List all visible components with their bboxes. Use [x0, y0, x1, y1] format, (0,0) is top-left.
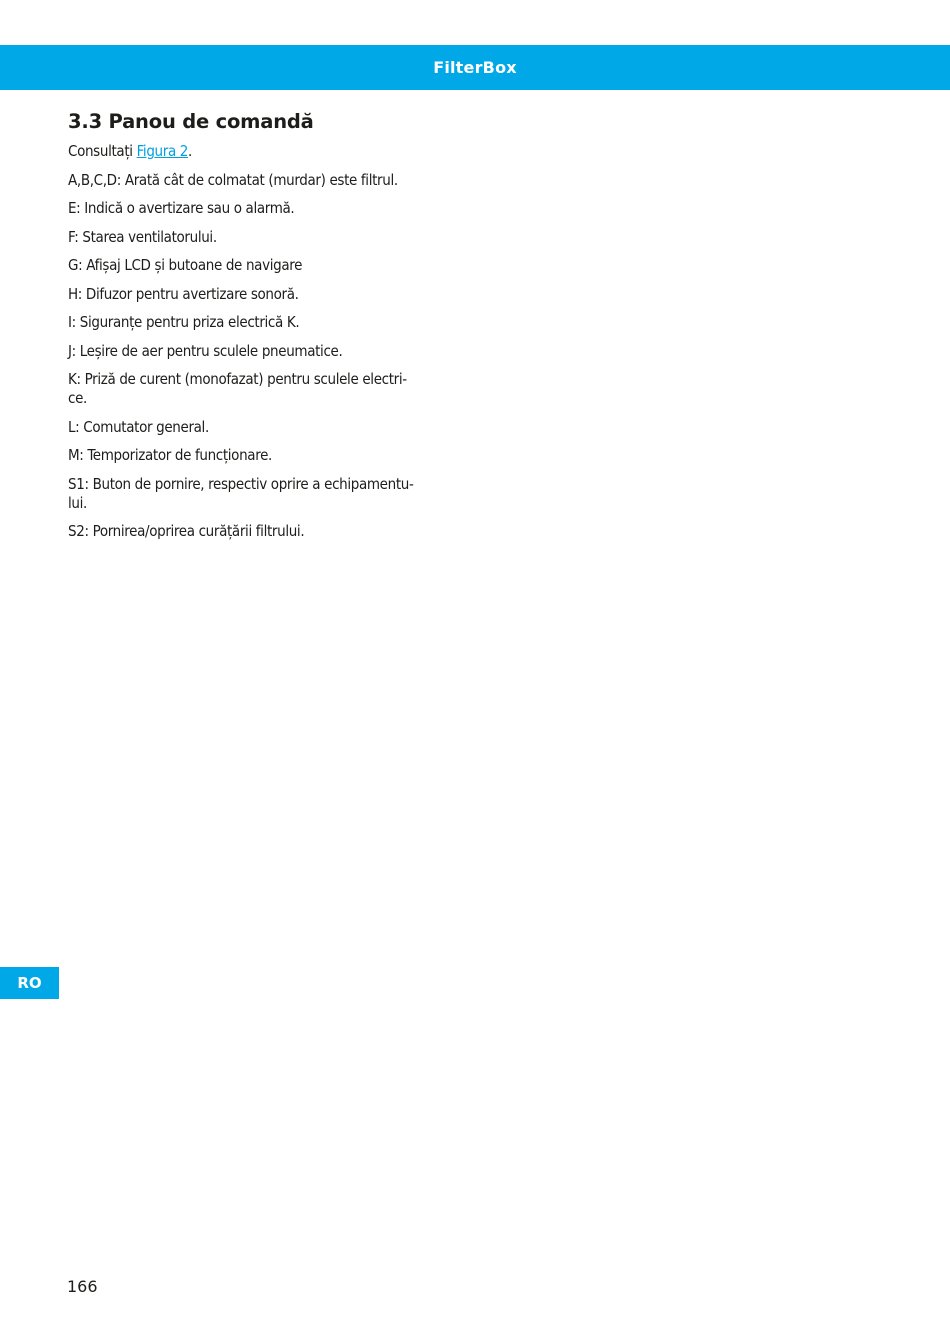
item-j: J: Leșire de aer pentru sculele pneumatice.: [68, 341, 343, 360]
item-k: K: Priză de curent (monofazat) pentru sculele electri- ce.: [68, 370, 407, 407]
intro-paragraph: [68, 142, 468, 161]
intro-prefix: Consultați: [68, 142, 137, 160]
intro-suffix: .: [188, 142, 192, 160]
section-heading: 3.3 Panou de comandă: [68, 110, 314, 133]
section-content: [68, 108, 468, 551]
item-s2: S2: Pornirea/oprirea curățării filtrului.: [68, 522, 305, 540]
header-bar: [0, 45, 950, 90]
item-e: E: Indică o avertizare sau o alarmă.: [68, 199, 295, 217]
item-i: I: Siguranțe pentru priza electrică K.: [68, 313, 300, 331]
item-g: G: Afișaj LCD și butoane de navigare: [68, 256, 303, 274]
item-h: H: Difuzor pentru avertizare sonoră.: [68, 284, 299, 303]
language-label: RO: [17, 974, 42, 992]
language-tab: [0, 967, 59, 999]
figure-link[interactable]: Figura 2: [136, 142, 189, 160]
item-f: F: Starea ventilatorului.: [68, 227, 217, 246]
header-title: FilterBox: [433, 58, 517, 77]
item-s1: S1: Buton de pornire, respectiv oprire a echipamentu- lui.: [68, 474, 414, 512]
item-m: M: Temporizator de funcționare.: [68, 446, 272, 464]
page-number: 166: [67, 1277, 98, 1296]
item-l: L: Comutator general.: [68, 417, 209, 436]
item-abcd: A,B,C,D: Arată cât de colmatat (murdar) este filtrul.: [68, 170, 398, 189]
